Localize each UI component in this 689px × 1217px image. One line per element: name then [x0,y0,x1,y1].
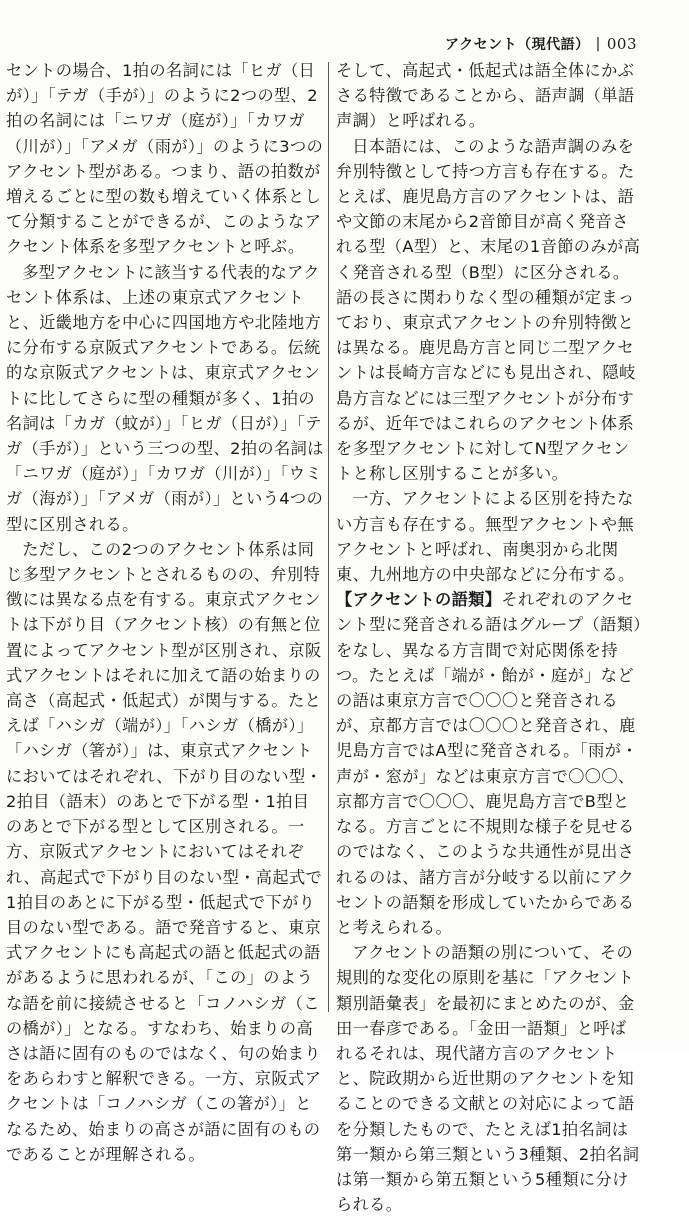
running-head-title: アクセント（現代語） [445,37,590,53]
running-head [445,34,637,54]
paragraph: そして、高起式・低起式は語全体にかぶさる特徴であることから、語声調（単語声調）と呼ばれる。 [336,61,635,131]
paragraph: 多型アクセントに該当する代表的なアクセント体系は、上述の東京式アクセントと、近畿地方を中心に四国地方や北陸地方に分布する京阪式アクセントである。伝統的な京阪式アクセントは、東京式アクセントに比してさらに型の種類が多く、1拍の名詞は「カガ（蚊が）」「ヒガ（日が）」「テガ（手が）」という三つの型、2拍の名詞は「ニワガ（庭が）」「カワガ（川が）」「ウミガ（海が）」「アメガ（雨が）」という4つの型に区別される。 [6,262,324,534]
paragraph: アクセントの語類の別について、その規則的な変化の原則を基に「アクセント類別語彙表」を最初にまとめたのが、金田一春彦である。「金田一語類」と呼ばれるそれは、現代諸方言のアクセントと、院政期から近世期のアクセントを知ることのできる文献との対応によって語を分類したもので、たとえば1拍名詞は第一類から第三類という3種類、2拍名詞は第一類から第五類という5種類に分けられる。 [336,943,640,1215]
left-column [6,58,324,1167]
right-column [336,58,642,1217]
paragraph: 日本語には、このような語声調のみを弁別特徴として持つ方言も存在する。たとえば、鹿児島方言のアクセントは、語や文節の末尾から2音節目が高く発音される型（A型）と、末尾の1音節のみが高く発音される型（B型）に区分される。語の長さに関わりなく型の種類が定まっており、東京式アクセントの弁別特徴とは異なる。鹿児島方言と同じ二型アクセントは長崎方言などにも見出され、隠岐島方言などには三型アクセントが分布するが、近年ではこれらのアクセント体系を多型アクセントに対してN型アクセントと称し区別することが多い。 [336,136,641,484]
paragraph: 一方、アクセントによる区別を持たない方言も存在する。無型アクセントや無アクセントと呼ばれ、南奥羽から北関東、九州地方の中央部などに分布する。 [336,489,635,585]
page-number: 003 [606,35,637,53]
section-heading: 【アクセントの語類】 [336,590,502,610]
section-paragraph [336,587,642,940]
section-body: それぞれのアクセント型に発音される語はグループ（語類）をなし、異なる方言間で対応関係を持つ。たとえば「端が・飴が・庭が」などの語は東京方言で〇〇〇と発音されるが、京都方言では〇〇〇と発音され、鹿児島方言ではA型に発音される。「雨が・声が・窓が」などは東京方言で〇〇〇、京都方言で〇〇〇、鹿児島方言でB型となる。方言ごとに不規則な様子を見せるのではなく、このような共通性が見出されるのは、諸方言が分岐する以前にアクセントの語類を形成していたからであると考えられる。 [336,590,642,937]
running-head-separator: | [595,36,601,52]
paragraph: ただし、この2つのアクセント体系は同じ多型アクセントとされるものの、弁別特徴には異なる点を有する。東京式アクセントは下がり目（アクセント核）の有無と位置によってアクセント型が区別され、京阪式アクセントはそれに加えて語の始まりの高さ（高起式・低起式）が関与する。たとえば「ハシガ（端が）」「ハシガ（橋が）」「ハシガ（箸が）」は、東京式アクセントにおいてはそれぞれ、下がり目のない型・2拍目（語末）のあとで下がる型・1拍目のあとで下がる型として区別される。一方、京阪式アクセントにおいてはそれぞれ、高起式で下がり目のない型・高起式で1拍目のあとに下がる型・低起式で下がり目のない型である。語で発音すると、東京式アクセントにも高起式の語と低起式の語があるように思われるが、「この」のような語を前に接続させると「コノハシガ（この橋が）」となる。すなわち、始まりの高さは語に固有のものではなく、句の始まりをあらわすと解釈できる。一方、京阪式アクセントは「コノハシガ（この箸が）」となるため、始まりの高さが語に固有のものであることが理解される。 [6,539,323,1164]
column-divider [328,62,329,1012]
paragraph: セントの場合、1拍の名詞には「ヒガ（日が）」「テガ（手が）」のように2つの型、2拍の名詞には「ニワガ（庭が）」「カワガ（川が）」「アメガ（雨が）」のように3つのアクセント型がある。つまり、語の拍数が増えるごとに型の数も増えていく体系として分類することができるが、このようなアクセント体系を多型アクセントと呼ぶ。 [6,61,324,257]
